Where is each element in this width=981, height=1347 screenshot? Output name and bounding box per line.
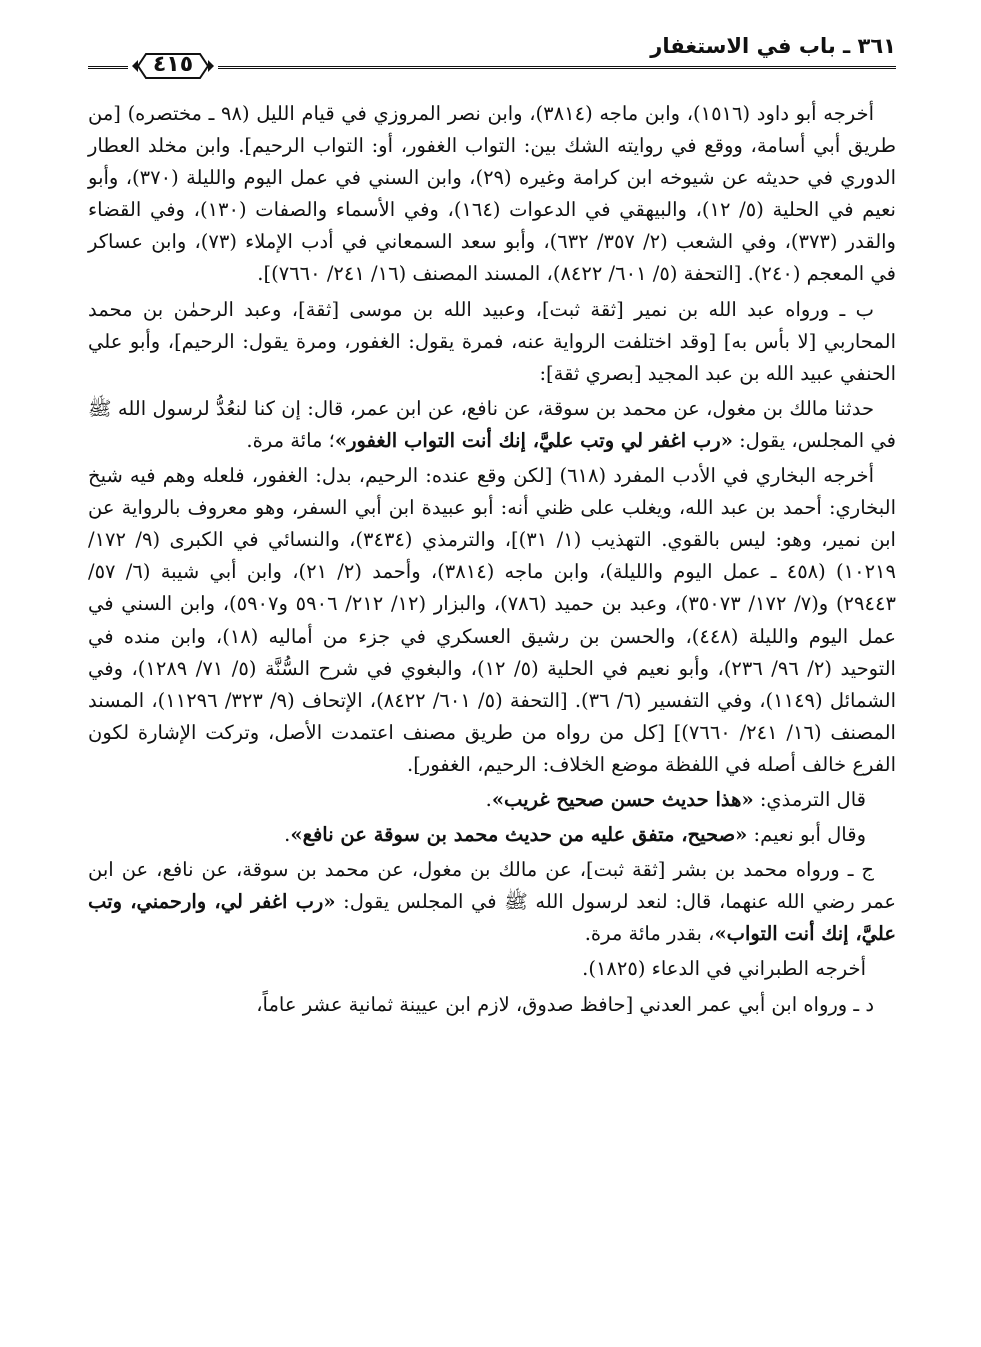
paragraph-text: وقال أبو نعيم: xyxy=(747,823,866,847)
paragraph-p3 xyxy=(88,393,896,457)
paragraph-text: . xyxy=(284,823,291,847)
paragraph-text: أخرجه البخاري في الأدب المفرد (٦١٨) [لكن وقع عنده: الرحيم، بدل: الغفور، فلعله وهم فيه شيخ البخاري: أحمد بن عبد الله، ويغلب على ظني أنه: أبو عبيدة ابن أبي السفر، وهو معروف بالرواية عن ابن نمير، وهو: ليس بالقوي. التهذيب (١/ ٣١)]، والترمذي (٣٤٣٤)، والنسائي في الكبرى (٩/ ١٧٢/ ١٠٢١٩) (٤٥٨ ـ عمل اليوم والليلة)، وابن ماجه (٣٨١٤)، وأحمد (٢/ ٢١)، وابن أبي شيبة (٦/ ٥٧/ ٢٩٤٤٣) و(٧/ ١٧٢/ ٣٥٠٧٣)، وعبد بن حميد (٧٨٦)، والبزار (١٢/ ٢١٢/ ٥٩٠٦ و٥٩٠٧)، وابن السني في عمل اليوم والليلة (٤٤٨)، والحسن بن رشيق العسكري في جزء من أماليه (١٨)، وابن منده في التوحيد (٢/ ٩٦/ ٢٣٦)، وأبو نعيم في الحلية (٥/ ١٢)، والبغوي في شرح السُّنَّة (٥/ ٧١/ ١٢٨٩)، وفي الشمائل (١١٤٩)، وفي التفسير (٦/ ٣٦). [التحفة (٥/ ٦٠١/ ٨٤٢٢)، الإتحاف (٩/ ٣٢٣/ ١١٢٩٦)، المسند المصنف (١٦/ ٢٤١/ ٧٦٦٠)] [كل من رواه من طريق مصنف اعتمدت الأصل، وتركت الإشارة لكون الفرع خالف أصله في اللفظة موضع الخلاف: الرحيم، الغفور]. xyxy=(88,464,897,776)
paragraph-p5 xyxy=(88,784,896,816)
paragraph-p7 xyxy=(88,854,896,950)
paragraph-p9 xyxy=(88,989,896,1021)
paragraph-text: أخرجه الطبراني في الدعاء (١٨٢٥). xyxy=(582,957,866,981)
paragraph-text: حدثنا مالك بن مغول، عن محمد بن سوقة، عن نافع، عن ابن عمر، قال: إن كنا لنعُدُّ لرسول الله ﷺ في المجلس، يقول: xyxy=(88,396,896,452)
paragraph-text: ، بقدر مائة مرة. xyxy=(584,922,715,946)
paragraph-p6 xyxy=(88,819,896,851)
paragraph-p1 xyxy=(88,98,896,291)
page-number: ٤١٥ xyxy=(152,52,194,77)
quoted-hadith-text: «صحيح، متفق عليه من حديث محمد بن سوقة عن نافع» xyxy=(290,823,748,847)
paragraph-text: أخرجه أبو داود (١٥١٦)، وابن ماجه (٣٨١٤)، وابن نصر المروزي في قيام الليل (٩٨ ـ مختصره) [من طريق أبي أسامة، ووقع في روايته الشك بين: التواب الغفور، أو: التواب الرحيم]. وابن مخلد العطار الدوري في حديثه عن شيوخه ابن كرامة وغيره (٢٩)، وابن السني في عمل اليوم والليلة (٣٧٠)، وأبو نعيم في الحلية (٥/ ١٢)، والبيهقي في الدعوات (١٦٤)، وفي الأسماء والصفات (١٣٠)، وفي القضاء والقدر (٣٧٣)، وفي الشعب (٢/ ٣٥٧/ ٦٣٢)، وأبو سعد السمعاني في أدب الإملاء (٧٣)، وابن عساكر في المعجم (٢٤٠). [التحفة (٥/ ٦٠١/ ٨٤٢٢)، المسند المصنف (١٦/ ٢٤١/ ٧٦٦٠)]. xyxy=(88,102,896,286)
header-rule-left xyxy=(88,66,128,69)
paragraph-text: . xyxy=(485,787,492,811)
main-text xyxy=(88,98,896,1024)
paragraph-text: د ـ ورواه ابن أبي عمر العدني [حافظ صدوق، لازم ابن عيينة ثمانية عشر عاماً، xyxy=(256,992,874,1016)
quoted-hadith-text: «رب اغفر لي، وارحمني، وتب عليَّ، إنك أنت التواب» xyxy=(88,890,896,946)
paragraph-p2 xyxy=(88,294,896,390)
paragraph-text: ب ـ ورواه عبد الله بن نمير [ثقة ثبت]، وعبيد الله بن موسى [ثقة]، وعبد الرحمٰن بن محمد المحاربي [لا بأس به] [وقد اختلفت الرواية عنه، فمرة يقول: الغفور، ومرة يقول: الرحيم]، وأبو علي الحنفي عبيد الله بن عبد المجيد [بصري ثقة]: xyxy=(88,297,896,385)
page-number-badge xyxy=(128,48,218,84)
paragraph-text: ؛ مائة مرة. xyxy=(246,428,335,452)
quoted-hadith-text: «رب اغفر لي وتب عليَّ، إنك أنت التواب الغفور» xyxy=(334,428,733,452)
paragraph-p8 xyxy=(88,953,896,985)
paragraph-p4 xyxy=(88,460,896,781)
paragraph-text: ج ـ ورواه محمد بن بشر [ثقة ثبت]، عن مالك بن مغول، عن محمد بن سوقة، عن نافع، عن ابن عمر رضي الله عنهما، قال: لنعد لرسول الله ﷺ في المجلس يقول: xyxy=(88,858,896,914)
page-header xyxy=(88,28,896,88)
paragraph-text: قال الترمذي: xyxy=(753,787,866,811)
quoted-hadith-text: «هذا حديث حسن صحيح غريب» xyxy=(491,787,754,811)
chapter-title: ٣٦١ ـ باب في الاستغفار xyxy=(650,34,896,58)
header-rule-right xyxy=(218,66,896,69)
